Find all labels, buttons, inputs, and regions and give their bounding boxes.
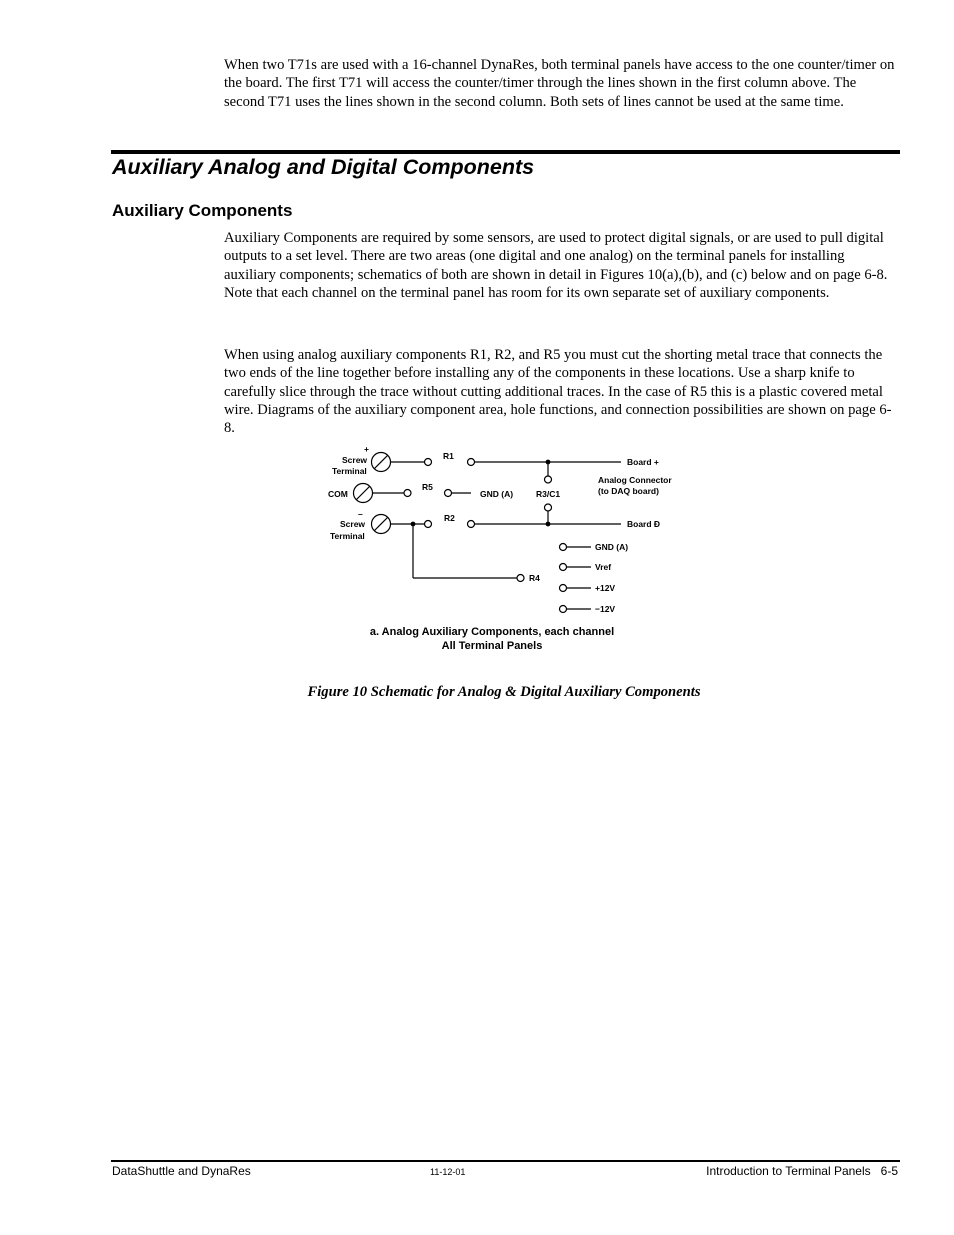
- r3c1-hole-bottom: [545, 504, 552, 511]
- footer-right: Introduction to Terminal Panels 6-5: [706, 1164, 898, 1178]
- label-screw-bottom: Screw: [340, 519, 366, 529]
- r1-hole-right: [468, 459, 475, 466]
- label-r1: R1: [443, 451, 454, 461]
- label-gnd-a-mid: GND (A): [480, 489, 514, 499]
- label-r3c1: R3/C1: [536, 489, 561, 499]
- r1-hole-left: [425, 459, 432, 466]
- label-analog-connector: Analog Connector: [598, 475, 672, 485]
- label-gnd-a-right: GND (A): [595, 542, 629, 552]
- r3c1-hole-top: [545, 476, 552, 483]
- r5-hole-right: [445, 490, 452, 497]
- section-rule: [111, 150, 900, 154]
- label-board-minus: Board Ð: [627, 519, 661, 529]
- analog-aux-schematic: [318, 440, 688, 620]
- figure-subcaption-line2: All Terminal Panels: [441, 640, 543, 652]
- label-r5: R5: [422, 482, 433, 492]
- label-terminal-top: Terminal: [332, 466, 367, 476]
- figure-subcaption-line1: a. Analog Auxiliary Components, each channel: [369, 626, 615, 638]
- footer-left: DataShuttle and DynaRes: [112, 1164, 251, 1178]
- label-screw-top: Screw: [342, 455, 368, 465]
- label-to-daq: (to DAQ board): [598, 486, 659, 496]
- footer-rule: [111, 1160, 900, 1162]
- label-r4: R4: [529, 573, 540, 583]
- gnd-a-hole: [560, 544, 567, 551]
- intro-paragraph: When two T71s are used with a 16-channel DynaRes, both terminal panels have access to the one counter/timer on the board. The first T71 will access the counter/timer through the lines shown in the first column above. The second T71 uses the lines shown in the second column. Both sets of lines cannot be used at the same time.: [224, 57, 895, 110]
- vref-hole: [560, 564, 567, 571]
- label-minus: –: [358, 509, 363, 519]
- aux-paragraph-1: Auxiliary Components are required by some sensors, are used to protect digital signals, or are used to pull digital outputs to a set level. There are two areas (one digital and one analog) on the terminal panels for installing auxiliary components; schematics of both are shown in detail in Figures 10(a),(b), and (c) below and on page 6-8. Note that each channel on the terminal panel has room for its own separate set of auxiliary components.: [224, 230, 888, 301]
- junction-r4: [411, 522, 416, 527]
- junction-top: [546, 460, 551, 465]
- label-terminal-bottom: Terminal: [330, 531, 365, 541]
- r4-hole: [517, 575, 524, 582]
- label-com: COM: [328, 489, 348, 499]
- label-plus: +: [364, 444, 369, 454]
- aux-paragraph-2: When using analog auxiliary components R1, R2, and R5 you must cut the shorting metal trace that connects the two ends of the line together before installing any of the components in these locations. Use a sharp knife to carefully slice through the trace without cutting additional traces. In the case of R5 this is a plastic covered metal wire. Diagrams of the auxiliary component area, hole functions, and connection possibilities are shown on page 6-8.: [224, 347, 892, 437]
- section-title: Auxiliary Analog and Digital Components: [112, 155, 535, 179]
- r2-hole-right: [468, 521, 475, 528]
- label-board-plus: Board +: [627, 457, 659, 467]
- figure-caption: Figure 10 Schematic for Analog & Digital Auxiliary Components: [307, 684, 701, 700]
- minus12-hole: [560, 606, 567, 613]
- plus12-hole: [560, 585, 567, 592]
- r5-hole-left: [404, 490, 411, 497]
- junction-bottom: [546, 522, 551, 527]
- subsection-title: Auxiliary Components: [112, 201, 293, 220]
- label-vref: Vref: [595, 562, 612, 572]
- footer-date: 11-12-01: [430, 1167, 466, 1177]
- label-r2: R2: [444, 513, 455, 523]
- label-plus12: +12V: [595, 583, 616, 593]
- r2-hole-left: [425, 521, 432, 528]
- label-minus12: −12V: [595, 604, 616, 614]
